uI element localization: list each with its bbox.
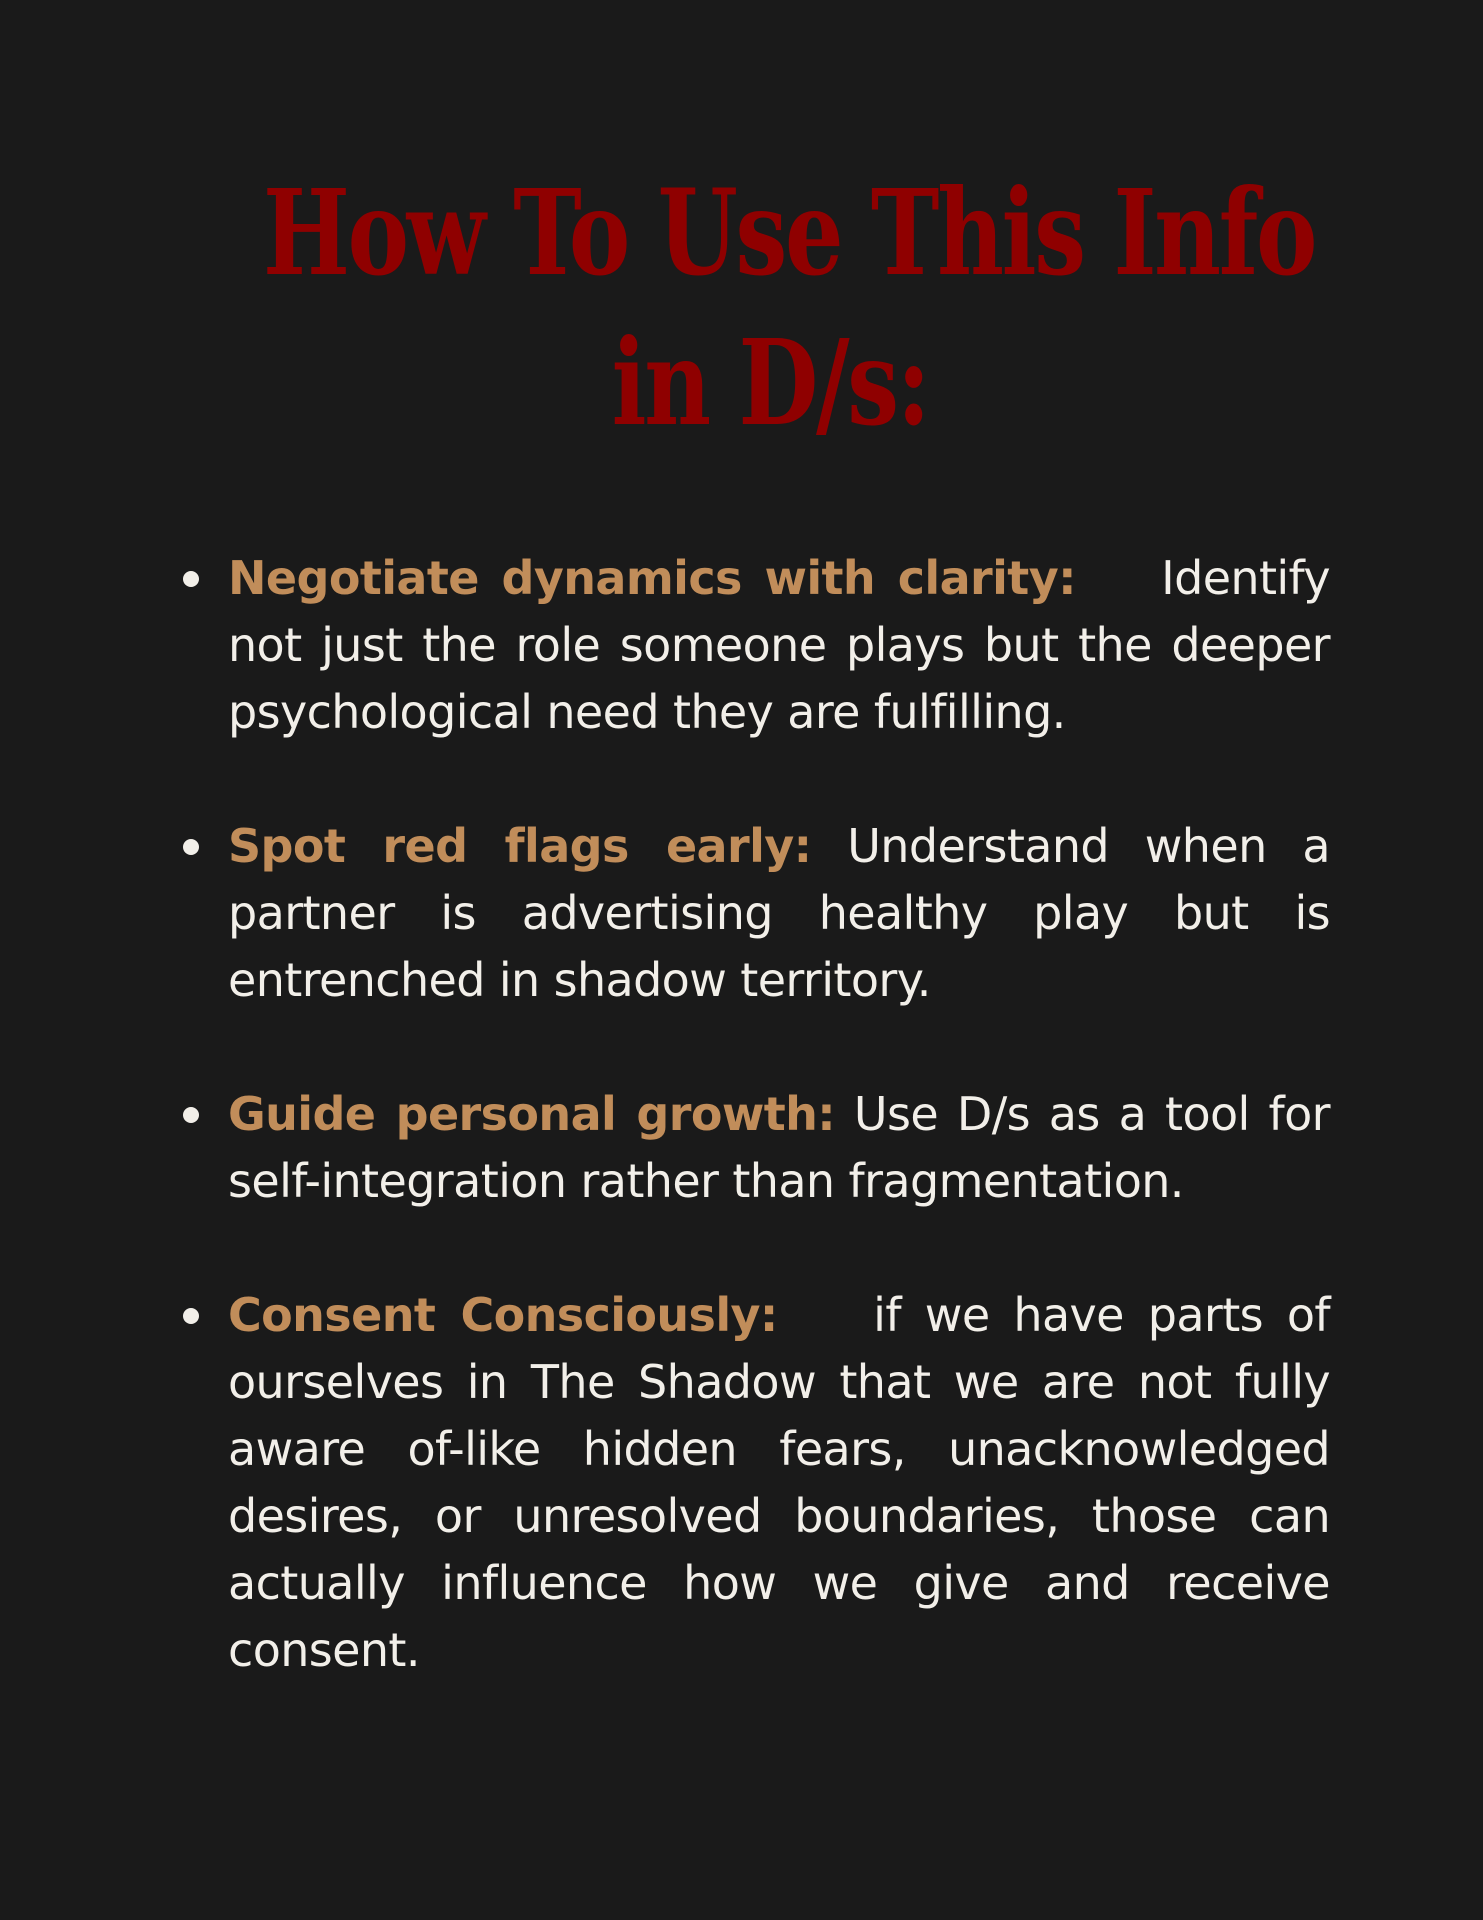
bullet-lead: Guide personal growth: — [228, 1087, 836, 1141]
bullet-lead: Negotiate dynamics with clarity: — [228, 551, 1076, 605]
bullet-list — [178, 545, 1330, 1684]
bullet-dot-icon — [183, 1308, 199, 1324]
page-title — [263, 158, 1316, 458]
bullet-dot-icon — [183, 1107, 199, 1123]
bullet-dot-icon — [183, 571, 199, 587]
list-item-negotiate-dynamics — [178, 545, 1330, 746]
bullet-lead: Consent Consciously: — [228, 1288, 778, 1342]
bullet-lead: Spot red flags early: — [228, 819, 812, 873]
list-item-spot-red-flags — [178, 813, 1330, 1014]
bullet-text: Identify not just the role someone plays but the deeper psychological need they are fulfilling. — [228, 551, 1330, 739]
title-line-2: in D/s: — [611, 313, 929, 452]
bullet-text: if we have parts of ourselves in The Shadow that we are not fully aware of-like hidden fears, unacknowledged desires, or unresolved boundaries, those can actually influence how we give and receive consent. — [228, 1288, 1331, 1677]
title-line-1: How To Use This Info — [263, 163, 1316, 302]
bullet-dot-icon — [183, 839, 199, 855]
bullet-text: Use D/s as a tool for self-integration rather than fragmentation. — [228, 1087, 1330, 1208]
bullet-text: Understand when a partner is advertising healthy play but is entrenched in shadow territory. — [228, 819, 1330, 1007]
list-item-consent-consciously — [178, 1282, 1330, 1684]
list-item-guide-growth — [178, 1081, 1330, 1215]
